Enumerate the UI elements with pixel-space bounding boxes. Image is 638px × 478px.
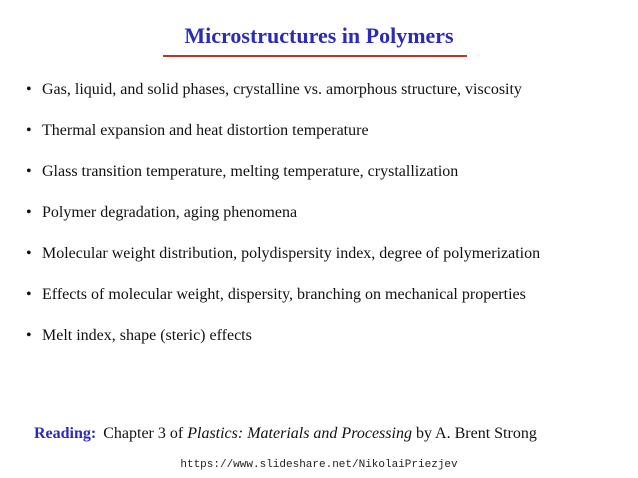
bullet-item <box>26 244 626 285</box>
bullet-text: Glass transition temperature, melting temperature, crystallization <box>42 163 459 180</box>
bullet-icon: • <box>26 122 32 139</box>
reading-prefix: Chapter 3 of <box>103 425 188 442</box>
bullet-item <box>26 162 626 203</box>
bullet-item <box>26 326 626 367</box>
bullet-item <box>26 203 626 244</box>
bullet-icon: • <box>26 163 32 180</box>
bullet-text: Polymer degradation, aging phenomena <box>42 204 298 221</box>
bullet-icon: • <box>26 245 32 262</box>
bullet-icon: • <box>26 327 32 344</box>
bullet-text: Effects of molecular weight, dispersity, branching on mechanical properties <box>42 286 526 303</box>
reading-label: Reading: <box>34 425 97 442</box>
bullet-icon: • <box>26 204 32 221</box>
bullet-item <box>26 80 626 121</box>
bullet-list <box>26 80 626 367</box>
bullet-item <box>26 285 626 326</box>
bullet-text: Thermal expansion and heat distortion temperature <box>42 122 369 139</box>
reading-book-title: Plastics: Materials and Processing <box>187 425 412 442</box>
bullet-item <box>26 121 626 162</box>
reading-line <box>34 424 537 444</box>
bullet-icon: • <box>26 81 32 98</box>
bullet-icon: • <box>26 286 32 303</box>
title-underline <box>163 55 467 57</box>
bullet-text: Melt index, shape (steric) effects <box>42 327 252 344</box>
bullet-text: Molecular weight distribution, polydispersity index, degree of polymerization <box>42 245 541 262</box>
slide-title: Microstructures in Polymers <box>184 23 454 48</box>
reading-suffix: by A. Brent Strong <box>411 425 537 442</box>
bullet-text: Gas, liquid, and solid phases, crystalline vs. amorphous structure, viscosity <box>42 81 522 98</box>
footer-url: https://www.slideshare.net/NikolaiPriezjev <box>180 459 458 471</box>
